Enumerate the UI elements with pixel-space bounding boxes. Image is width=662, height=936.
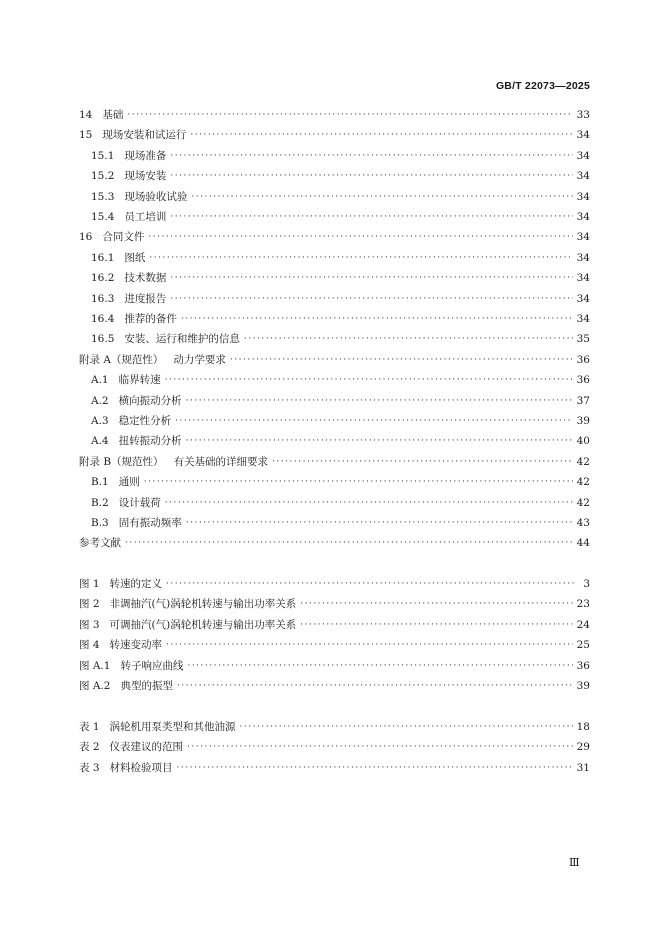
- figure-entry[interactable]: [79, 679, 590, 693]
- dot-leader: [125, 536, 573, 550]
- entry-page: 24: [576, 618, 590, 631]
- entry-page: 36: [576, 353, 590, 366]
- entry-title: 涡轮机用泵类型和其他油源: [109, 721, 236, 733]
- dot-leader: [177, 761, 573, 775]
- entry-page: 34: [576, 129, 590, 142]
- entry-page: 34: [576, 149, 590, 162]
- entry-number: 16.2: [91, 272, 115, 285]
- entry-number: 15.1: [91, 149, 115, 162]
- entry-page: 34: [576, 170, 590, 183]
- dot-leader: [240, 720, 573, 734]
- entry-title: 有关基础的详细要求: [173, 455, 269, 468]
- dot-leader: [170, 271, 572, 285]
- entry-title: 图纸: [124, 251, 146, 264]
- entry-title: 技术数据: [124, 272, 167, 285]
- entry-title: 进度报告: [124, 292, 167, 305]
- dot-leader: [186, 516, 573, 530]
- entry-title: 现场验收试验: [124, 190, 188, 203]
- dot-leader: [300, 618, 572, 632]
- entry-number: 图 A.1: [79, 659, 111, 672]
- dot-leader: [170, 292, 572, 306]
- dot-leader: [165, 373, 573, 387]
- dot-leader: [127, 108, 572, 122]
- toc-entry[interactable]: [91, 251, 590, 265]
- dot-leader: [187, 740, 573, 754]
- dot-leader: [181, 312, 573, 326]
- dot-leader: [272, 455, 573, 469]
- table-entry[interactable]: [79, 761, 590, 775]
- entry-number: 图 1: [79, 578, 100, 590]
- entry-number: B.2: [91, 496, 109, 509]
- dot-leader: [170, 169, 572, 183]
- entry-page: 39: [576, 680, 590, 692]
- dot-leader: [186, 434, 573, 448]
- entry-page: 34: [576, 190, 590, 203]
- entry-number: B.1: [91, 476, 109, 489]
- entry-title: 转子响应曲线: [120, 659, 184, 672]
- toc-entry[interactable]: [79, 536, 590, 550]
- entry-page: 42: [576, 496, 590, 509]
- entry-number: 附录 A（规范性）: [79, 353, 164, 366]
- toc-entry[interactable]: [91, 373, 590, 387]
- table-entry[interactable]: [79, 720, 590, 734]
- entry-page: 42: [576, 476, 590, 489]
- entry-title: 横向振动分析: [118, 394, 182, 407]
- entry-page: 34: [576, 231, 590, 244]
- entry-title: 员工培训: [124, 211, 167, 223]
- entry-title: 非调抽汽(气)涡轮机转速与输出功率关系: [109, 598, 297, 611]
- figure-entry[interactable]: [79, 597, 590, 611]
- entry-title: 现场安装和试运行: [102, 129, 187, 142]
- entry-number: B.3: [91, 517, 109, 529]
- entry-number: 15: [79, 129, 93, 142]
- entry-page: 25: [576, 639, 590, 652]
- dot-leader: [149, 251, 572, 265]
- entry-title: 仪表建议的范围: [109, 741, 184, 754]
- entry-title: 现场准备: [124, 149, 167, 162]
- dot-leader: [191, 190, 572, 204]
- entry-number: A.1: [91, 374, 109, 387]
- entry-page: 34: [576, 251, 590, 264]
- toc-entry[interactable]: [91, 516, 590, 530]
- entry-number: 16.1: [91, 251, 115, 264]
- entry-number: 15.4: [91, 211, 115, 223]
- entry-number: 图 A.2: [79, 680, 111, 692]
- toc-entry[interactable]: [91, 332, 590, 346]
- entry-title: 现场安装: [124, 170, 167, 183]
- entry-page: 34: [576, 211, 590, 223]
- dot-leader: [300, 597, 572, 611]
- toc-entry[interactable]: [91, 169, 590, 183]
- figure-entry[interactable]: [79, 577, 590, 591]
- entry-page: 34: [576, 292, 590, 305]
- dot-leader: [175, 414, 573, 428]
- entry-title: 材料检验项目: [109, 761, 173, 774]
- entry-number: A.3: [91, 415, 109, 427]
- toc-entry[interactable]: [91, 149, 590, 163]
- entry-page: 37: [576, 394, 590, 407]
- entry-page: 44: [576, 537, 590, 550]
- entry-title: 安装、运行和维护的信息: [124, 333, 240, 346]
- toc-entry[interactable]: [91, 434, 590, 448]
- entry-page: 39: [576, 415, 590, 427]
- entry-page: 34: [576, 313, 590, 325]
- table-entry[interactable]: [79, 740, 590, 754]
- toc-entry[interactable]: [91, 475, 590, 489]
- dot-leader: [170, 149, 572, 163]
- page-number: Ⅲ: [569, 856, 580, 869]
- entry-page: 36: [576, 659, 590, 672]
- dot-leader: [177, 679, 573, 693]
- entry-title: 转速变动率: [109, 639, 163, 652]
- dot-leader: [148, 230, 572, 244]
- figure-entry[interactable]: [79, 638, 590, 652]
- toc-entry[interactable]: [79, 455, 590, 469]
- entry-number: 14: [79, 109, 93, 121]
- entry-number: 表 3: [79, 761, 100, 774]
- dot-leader: [166, 638, 573, 652]
- dot-leader: [190, 128, 572, 142]
- entry-number: 16.3: [91, 292, 115, 305]
- entry-number: 表 2: [79, 741, 100, 754]
- toc-entry[interactable]: [79, 108, 590, 122]
- entry-number: 附录 B（规范性）: [79, 455, 164, 468]
- entry-page: 18: [576, 721, 590, 733]
- entry-number: 表 1: [79, 721, 100, 733]
- entry-title: 设计载荷: [118, 496, 161, 509]
- toc-entry[interactable]: [91, 414, 590, 428]
- entry-title: 转速的定义: [109, 578, 163, 590]
- toc-entry[interactable]: [79, 230, 590, 244]
- toc-entry[interactable]: [91, 394, 590, 408]
- entry-title: 参考文献: [79, 537, 121, 550]
- toc-entry[interactable]: [91, 271, 590, 285]
- entry-title: 典型的振型: [120, 680, 173, 692]
- entry-title: 固有振动频率: [118, 517, 182, 529]
- entry-page: 23: [576, 598, 590, 611]
- dot-leader: [244, 332, 573, 346]
- entry-title: 可调抽汽(气)涡轮机转速与输出功率关系: [109, 618, 297, 631]
- entry-number: 16: [79, 231, 93, 244]
- dot-leader: [166, 577, 574, 591]
- entry-page: 35: [576, 333, 590, 346]
- entry-number: 15.2: [91, 170, 115, 183]
- entry-title: 通则: [118, 476, 140, 489]
- entry-page: 29: [576, 741, 590, 754]
- entry-title: 稳定性分析: [118, 415, 172, 427]
- entry-title: 动力学要求: [173, 353, 226, 366]
- entry-number: 图 4: [79, 639, 100, 652]
- standard-code: GB/T 22073—2025: [495, 80, 590, 92]
- figure-entry[interactable]: [79, 618, 590, 632]
- entry-number: 图 2: [79, 598, 100, 611]
- dot-leader: [165, 496, 573, 510]
- entry-page: 34: [576, 272, 590, 285]
- entry-number: A.2: [91, 394, 109, 407]
- entry-number: A.4: [91, 435, 109, 448]
- entry-number: 16.4: [91, 313, 115, 325]
- dot-leader: [170, 210, 572, 224]
- dot-leader: [230, 353, 573, 367]
- toc-entry[interactable]: [91, 210, 590, 224]
- toc-entry[interactable]: [79, 353, 590, 367]
- figure-entry[interactable]: [79, 659, 590, 673]
- toc-entry[interactable]: [91, 496, 590, 510]
- dot-leader: [144, 475, 573, 489]
- toc-entry[interactable]: [91, 312, 590, 326]
- entry-page: 33: [576, 109, 590, 121]
- entry-title: 扭转振动分析: [118, 435, 182, 448]
- entry-title: 临界转速: [118, 374, 161, 387]
- dot-leader: [186, 394, 573, 408]
- entry-page: 42: [576, 455, 590, 468]
- entry-title: 推荐的备件: [124, 313, 177, 325]
- entry-page: 31: [576, 761, 590, 774]
- toc-entry[interactable]: [79, 128, 590, 142]
- entry-number: 15.3: [91, 190, 115, 203]
- entry-page: 43: [576, 517, 590, 529]
- entry-page: 40: [576, 435, 590, 448]
- toc-entry[interactable]: [91, 292, 590, 306]
- entry-number: 图 3: [79, 618, 100, 631]
- entry-title: 合同文件: [102, 231, 145, 244]
- entry-title: 基础: [102, 109, 124, 121]
- entry-page: 3: [583, 578, 590, 590]
- entry-number: 16.5: [91, 333, 115, 346]
- entry-page: 36: [576, 374, 590, 387]
- toc-entry[interactable]: [91, 190, 590, 204]
- dot-leader: [187, 659, 572, 673]
